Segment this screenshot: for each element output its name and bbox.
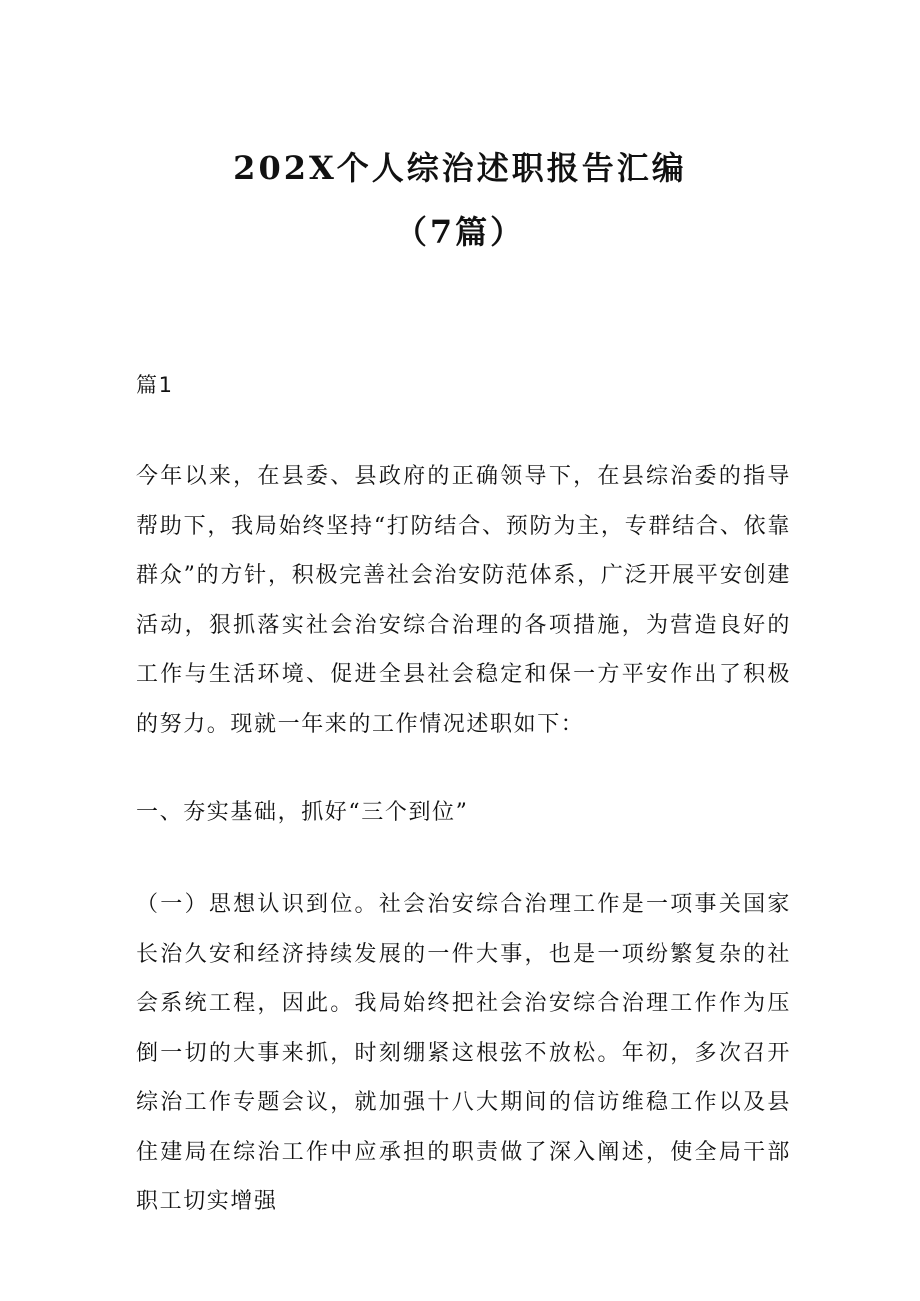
section-heading-1: 一、夯实基础，抓好“三个到位” [136, 800, 469, 825]
section-label: 篇1 [136, 373, 174, 397]
paragraph-intro: 今年以来，在县委、县政府的正确领导下，在县综治委的指导帮助下，我局始终坚持“打防结合、预防为主，专群结合、依靠群众”的方针，积极完善社会治安防范体系，广泛开展平安创建活动，狠抓落实社会治安综合治理的各项措施，为营造良好的工作与生活环境、促进全县社会稳定和保一方平安作出了积极的努力。现就一年来的工作情况述职如下： [136, 464, 791, 737]
document-title: 202X个人综治述职报告汇编 [233, 149, 687, 187]
paragraph-item-1: （一）思想认识到位。社会治安综合治理工作是一项事关国家长治久安和经济持续发展的一件大事，也是一项纷繁复杂的社会系统工程，因此。我局始终把社会治安综合治理工作作为压倒一切的大事来抓，时刻绷紧这根弦不放松。年初，多次召开综治工作专题会议，就加强十八大期间的信访维稳工作以及县住建局在综治工作中应承担的职责做了深入阐述，使全局干部职工切实增强 [136, 892, 791, 1214]
document-subtitle: （7篇） [394, 213, 526, 251]
